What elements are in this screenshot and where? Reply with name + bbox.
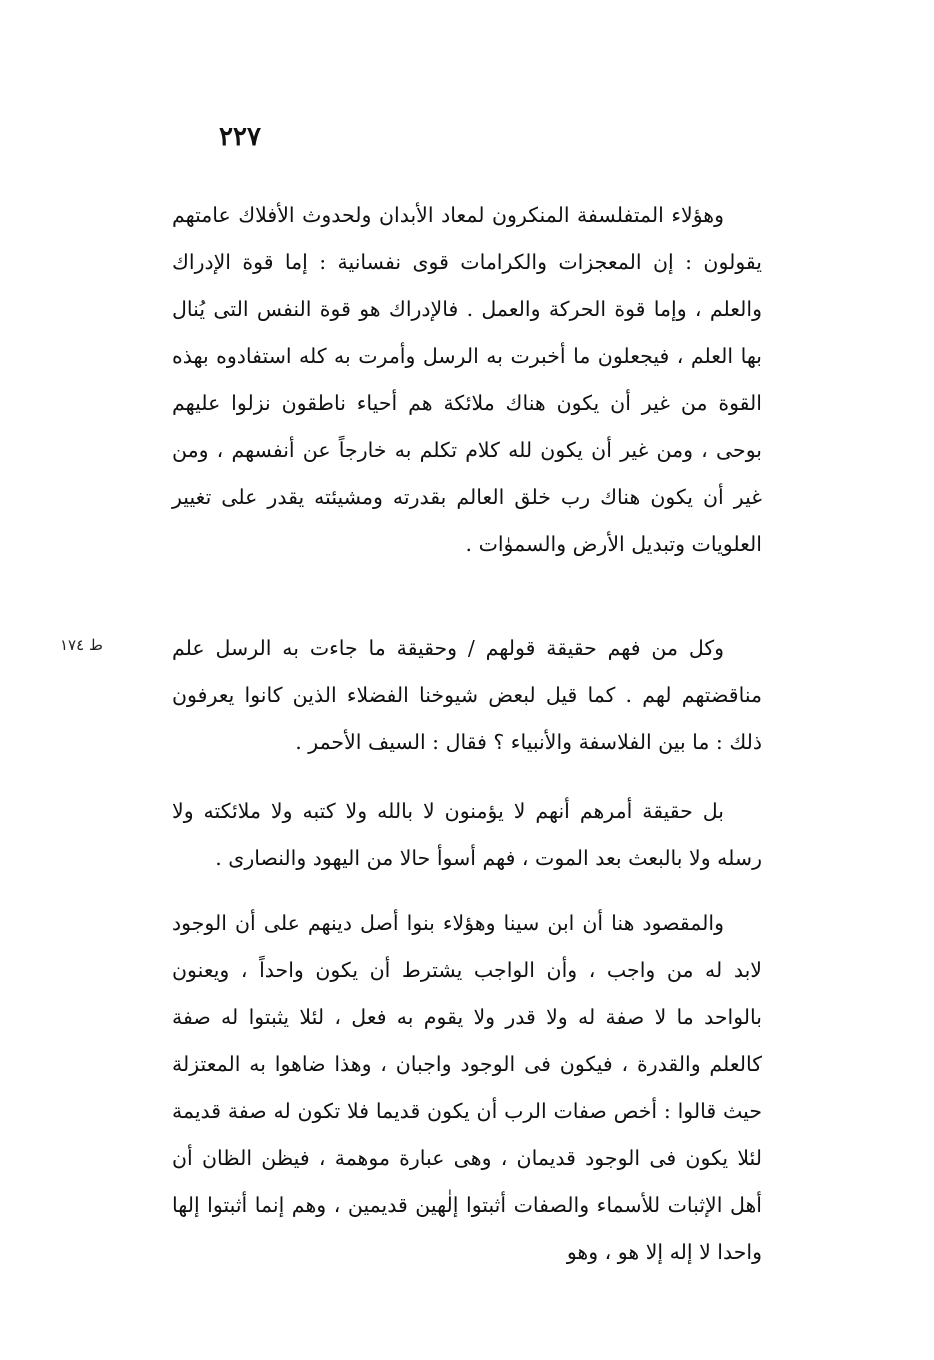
paragraph-text: بل حقيقة أمرهم أنهم لا يؤمنون لا بالله ولا كتبه ولا ملائكته ولا رسله ولا بالبعث بعد الموت ، فهم أسوأ حالا من اليهود والنصارى . [172, 799, 762, 870]
paragraph-4 [172, 900, 762, 1276]
paragraph-1 [172, 192, 762, 568]
paragraph-text: وهؤلاء المتفلسفة المنكرون لمعاد الأبدان ولحدوث الأفلاك عامتهم يقولون : إن المعجزات والكرامات قوى نفسانية : إما قوة الإدراك والعلم ، وإما قوة الحركة والعمل . فالإدراك هو قوة النفس التى يُنال بها العلم ، فيجعلون ما أخبرت به الرسل وأمرت به كله استفادوه بهذه القوة من غير أن يكون هناك ملائكة هم أحياء ناطقون نزلوا عليهم بوحى ، ومن غير أن يكون لله كلام تكلم به خارجاً عن أنفسهم ، ومن غير أن يكون هناك رب خلق العالم بقدرته ومشيئته يقدر على تغيير العلويات وتبديل الأرض والسموٰات . [172, 203, 762, 556]
paragraph-3 [172, 788, 762, 882]
page-number: ٢٢٧ [219, 122, 261, 152]
paragraph-2 [172, 625, 762, 766]
paragraph-text: والمقصود هنا أن ابن سينا وهؤلاء بنوا أصل دينهم على أن الوجود لابد له من واجب ، وأن الواجب يشترط أن يكون واحداً ، ويعنون بالواحد ما لا صفة له ولا قدر ولا يقوم به فعل ، لئلا يثبتوا له صفة كالعلم والقدرة ، فيكون فى الوجود واجبان ، وهذا ضاهوا به المعتزلة حيث قالوا : أخص صفات الرب أن يكون قديما فلا تكون له صفة قديمة لئلا يكون فى الوجود قديمان ، وهى عبارة موهمة ، فيظن الظان أن أهل الإثبات للأسماء والصفات أثبتوا إلٰهين قديمين ، وهم إنما أثبتوا إلها واحدا لا إله إلا هو ، وهو [172, 911, 762, 1264]
paragraph-text: وكل من فهم حقيقة قولهم / وحقيقة ما جاءت به الرسل علم مناقضتهم لهم . كما قيل لبعض شيوخنا الفضلاء الذين كانوا يعرفون ذلك : ما بين الفلاسفة والأنبياء ؟ فقال : السيف الأحمر . [172, 636, 762, 754]
margin-note: ط ١٧٤ [60, 636, 103, 654]
